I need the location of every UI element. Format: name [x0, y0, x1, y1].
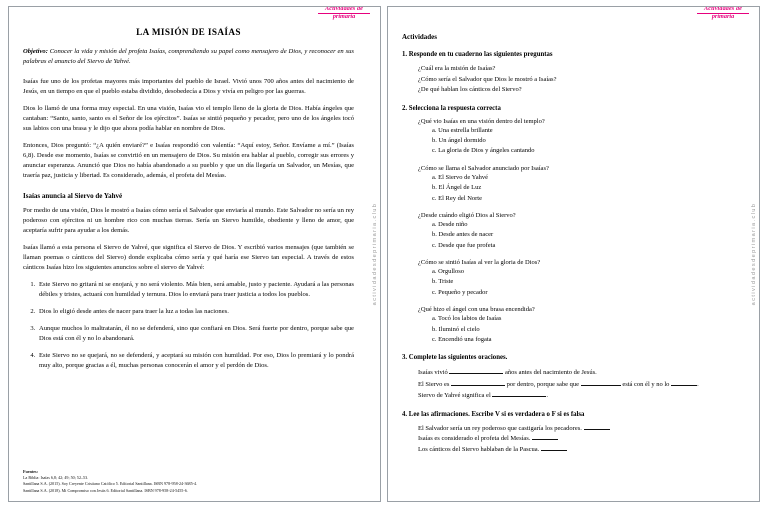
fill-text: está con él y no lo — [620, 380, 672, 388]
mcq-question — [402, 259, 733, 298]
fill-blank[interactable] — [451, 385, 505, 386]
option-list — [402, 126, 733, 157]
body-paragraph-5: Isaías llamó a esta persona el Siervo de Yahvé, que significa el Siervo de Dios. Y escribió varios mensajes (que también se llaman poemas o cánticos del Siervo) donde explicaba cómo sería y qué haría ese Siervo tan especial. A través de estos cánticos Isaías hizo los siguientes anuncios sobre el siervo de Yahvé: — [23, 243, 354, 271]
body-paragraph-2: Dios lo llamó de una forma muy especial. En una visión, Isaías vio el templo lleno de la gloria de Dios. Había ángeles que cantaban: “Santo, santo, santo es el Señor de los ejércitos”. Isaías se sintió pequeño y pecador, pero uno de los ángeles tocó sus labios con una brasa y le dijo que ahora podía hablar en nombre de Dios. — [23, 104, 354, 132]
question-text: ¿Cómo se llama el Salvador anunciado por Isaías? — [418, 164, 549, 172]
fill-row — [402, 379, 733, 390]
brand-stamp — [697, 6, 749, 21]
brand-line-2: primaria — [711, 13, 735, 21]
option-item[interactable]: a. El Siervo de Yahvé — [432, 173, 488, 181]
side-watermark-left: actividadesdeprimaria.club — [372, 202, 378, 306]
list-item: ¿Cómo sería el Salvador que Dios le mostró a Isaías? — [418, 75, 557, 83]
question-text: ¿Desde cuándo eligió Dios al Siervo? — [418, 211, 516, 219]
source-item: Santillana S.A. (2015). Soy Creyente Cristiano Católico 5. Editorial Santillana. ISBN 978-958-24-3685-4. — [23, 481, 198, 487]
mcq-question — [402, 306, 733, 345]
fill-blank[interactable] — [581, 385, 621, 386]
activities-heading: Actividades — [402, 33, 437, 41]
announcements-list — [23, 280, 354, 371]
option-item[interactable]: b. El Ángel de Luz — [432, 184, 482, 192]
list-item: 2. Dios lo eligió desde antes de nacer para traer la luz a todas las naciones. — [37, 307, 354, 317]
sources-heading: Fuentes: — [23, 468, 39, 474]
fill-text: años antes del nacimiento de Jesús. — [503, 369, 597, 377]
fill-text: . — [697, 380, 699, 388]
truefalse-list — [402, 424, 733, 456]
brand-line-2: primaria — [332, 13, 356, 21]
option-list — [402, 314, 733, 345]
option-item[interactable]: b. Iluminó el cielo — [432, 325, 480, 333]
objective-label: Objetivo: — [23, 48, 48, 55]
answer-blank[interactable] — [584, 429, 610, 430]
activity-section-4 — [402, 411, 733, 456]
page-right — [387, 6, 760, 502]
page-title: LA MISIÓN DE ISAÍAS — [136, 27, 241, 37]
fill-text: Siervo de Yahvé significa el — [418, 392, 493, 400]
list-item — [418, 424, 733, 435]
section-title: 4. Lee las afirmaciones. Escribe V si es verdadera o F si es falsa — [402, 410, 585, 418]
list-item: 4. Este Siervo no se quejará, no se defenderá, y aceptará su misión con humildad. Por eso, Dios lo premiará y lo pondrá muy alto, porque gracias a él, muchas personas conocerán el amor y el perdón de Dios. — [37, 351, 354, 371]
option-item[interactable]: b. Un ángel dormido — [432, 136, 486, 144]
fill-text: . — [546, 392, 549, 400]
option-item[interactable]: b. Triste — [432, 278, 454, 286]
answer-blank[interactable] — [532, 439, 558, 440]
statement-text: Isaías es considerado el profeta del Mesías. — [418, 435, 531, 443]
fill-blank[interactable] — [492, 396, 546, 397]
fill-text: El Siervo es — [418, 380, 452, 388]
objective-paragraph — [23, 47, 354, 67]
list-item — [418, 434, 733, 445]
activity-section-3 — [402, 354, 733, 401]
brand-line-1: Actividades de — [325, 6, 363, 12]
statement-text: Los cánticos del Siervo hablaban de la Pascua. — [418, 445, 540, 453]
list-item: ¿Cuál era la misión de Isaías? — [418, 65, 496, 72]
option-item[interactable]: c. Desde que fue profeta — [432, 241, 496, 249]
statement-text: El Salvador sería un rey poderoso que castigaría los pecadores. — [418, 424, 582, 432]
answer-blank[interactable] — [541, 450, 567, 451]
fill-row — [402, 390, 733, 401]
option-item[interactable]: b. Desde antes de nacer — [432, 231, 494, 239]
objective-text: Conocer la vida y misión del profeta Isaías, comprendiendo su papel como mensajero de Dios, y reconocer en sus palabras el anuncio del Siervo de Yahvé. — [23, 48, 354, 65]
activity-section-1 — [402, 51, 733, 96]
option-item[interactable]: c. Encendió una fogata — [432, 336, 492, 344]
list-item: 3. Aunque muchos lo maltratarán, él no se defenderá, sino que confiará en Dios. Será fuerte por dentro, porque sabe que Dios está con él y no lo abandonará. — [37, 324, 354, 344]
question-text: ¿Cómo se sintió Isaías al ver la gloria de Dios? — [418, 259, 541, 267]
side-watermark-right: actividadesdeprimaria.club — [751, 202, 757, 306]
option-item[interactable]: a. Tocó los labios de Isaías — [432, 315, 502, 323]
source-item: Santillana S.A. (2018). Mi Compromiso con Jesús 6. Editorial Santillana. ISBN 978-958-24-5455-6. — [23, 487, 188, 493]
question-text: ¿Qué vio Isaías en una visión dentro del templo? — [418, 117, 545, 125]
body-paragraph-1: Isaías fue uno de los profetas mayores más importantes del pueblo de Israel. Vivió unos 700 años antes del nacimiento de Jesús, en un tiempo en que el pueblo estaba dividido, desobedecía a Dios y vivía en peligro por las guerras. — [23, 77, 354, 95]
option-list — [402, 267, 733, 298]
question-list — [402, 64, 733, 96]
fill-row — [402, 367, 733, 378]
section-title: 3. Complete las siguientes oraciones. — [402, 354, 508, 362]
mcq-question — [402, 165, 733, 204]
option-item[interactable]: c. El Rey del Norte — [432, 194, 482, 202]
question-text: ¿Qué hizo el ángel con una brasa encendida? — [418, 306, 535, 314]
option-list — [402, 220, 733, 251]
fill-text: por dentro, porque sabe que — [505, 380, 581, 388]
fill-blank[interactable] — [449, 373, 503, 374]
list-item: 1. Este Siervo no gritará ni se enojará, y no será violento. Más bien, será amable, justo y paciente. Ayudará a las personas débiles y tristes, actuará con humildad y ternura. Dios lo enviará para traer justicia a todos los pueblos. — [37, 280, 354, 300]
sources-block — [23, 469, 197, 494]
option-list — [402, 173, 733, 204]
brand-stamp — [318, 6, 370, 21]
mcq-question — [402, 212, 733, 251]
section-subtitle: Isaías anuncia al Siervo de Yahvé — [23, 191, 123, 200]
section-title: 2. Selecciona la respuesta correcta — [402, 104, 501, 112]
option-item[interactable]: c. Pequeño y pecador — [432, 288, 488, 296]
option-item[interactable]: a. Una estrella brillante — [432, 126, 493, 134]
option-item[interactable]: c. La gloria de Dios y ángeles cantando — [432, 147, 535, 155]
list-item — [418, 445, 733, 456]
fill-text: Isaías vivió — [418, 369, 450, 377]
list-item: ¿De qué hablan los cánticos del Siervo? — [418, 86, 522, 94]
option-item[interactable]: a. Desde niño — [432, 220, 468, 228]
mcq-question — [402, 118, 733, 157]
option-item[interactable]: a. Orgulloso — [432, 268, 465, 276]
body-paragraph-3: Entonces, Dios preguntó: “¿A quién enviaré?” e Isaías respondió con valentía: “Aquí estoy, Señor. Envíame a mí.” (Isaías 6,8). Desde ese momento, Isaías se convirtió en un mensajero de Dios. Su misión era hablar al pueblo, corregir sus errores y anunciar esperanza. Anunció que Dios no había abandonado a su pueblo y que un día llegaría un Salvador, un Mesías, que traería paz, justicia y libertad. Es considerado, además, el profeta del Mesías. — [23, 141, 354, 179]
page-left — [8, 6, 381, 502]
section-title: 1. Responde en tu cuaderno las siguientes preguntas — [402, 51, 553, 58]
body-paragraph-4: Por medio de una visión, Dios le mostró a Isaías cómo sería el Salvador que enviaría al mundo. Este Salvador no sería un rey poderoso con ejércitos ni un hombre rico con muchas tierras. Sería un Siervo humilde, obediente y lleno de amor, que aceptaría sufrir para ayudar a los demás. — [23, 206, 354, 234]
source-item: La Biblia: Isaías 6,8; 42; 49; 50; 52–53. — [23, 474, 89, 480]
fill-blank[interactable] — [671, 385, 697, 386]
activity-section-2 — [402, 105, 733, 346]
brand-line-1: Actividades de — [704, 6, 742, 12]
